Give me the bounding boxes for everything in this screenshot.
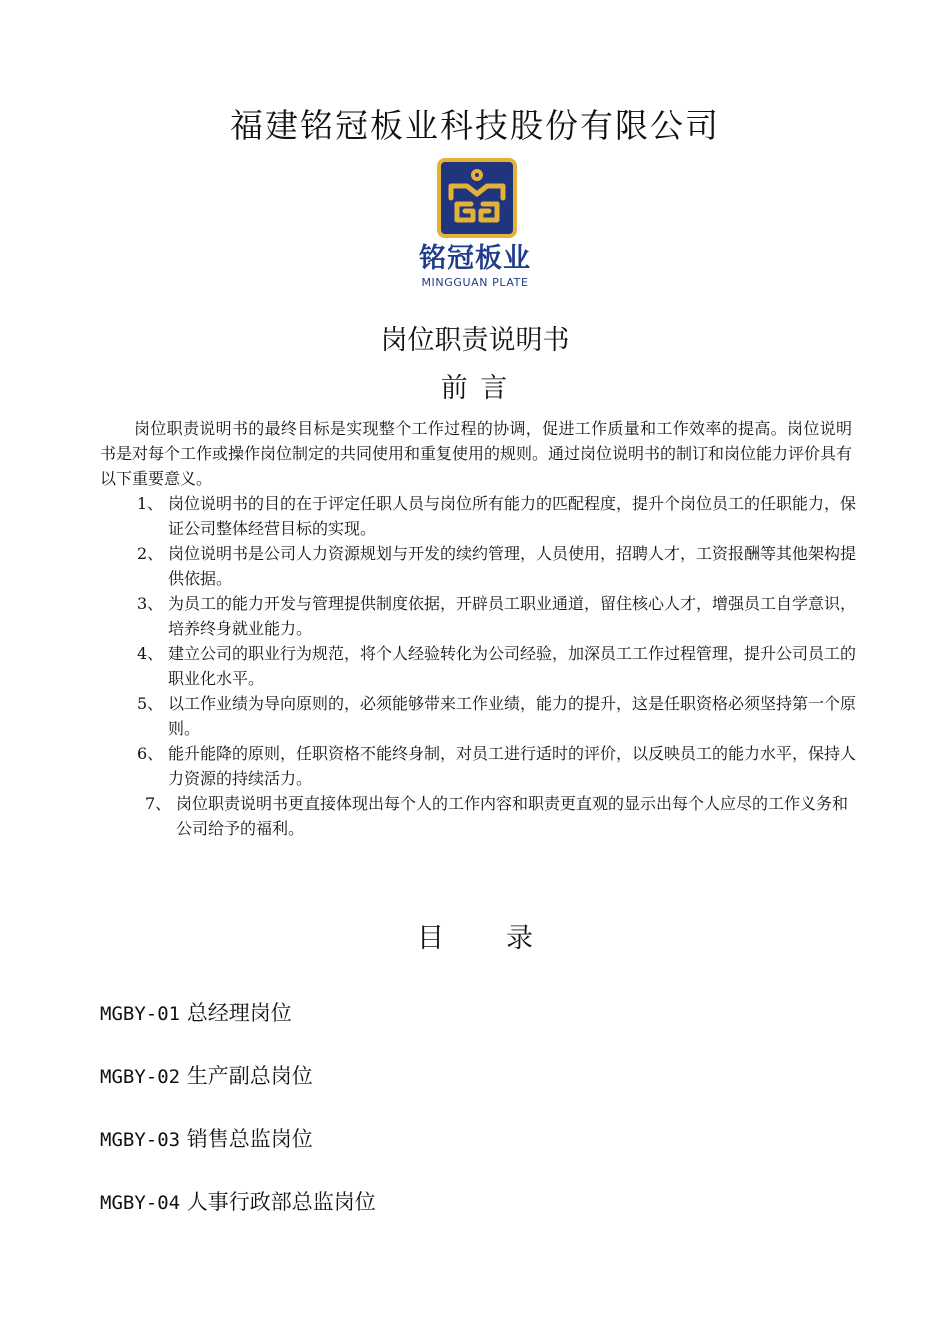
point-number: 5、 <box>137 694 164 713</box>
toc-entry-code: MGBY-03 <box>100 1129 181 1151</box>
toc-entry-name: 总经理岗位 <box>186 1001 292 1025</box>
toc-entry-name: 生产副总岗位 <box>186 1064 313 1088</box>
point-number: 2、 <box>137 544 164 563</box>
toc-entry-mgby-01[interactable] <box>100 997 376 1060</box>
point-text: 为员工的能力开发与管理提供制度依据，开辟员工职业通道，留住核心人才，增强员工自学意识，培养终身就业能力。 <box>168 594 857 638</box>
document-title: 岗位职责说明书 <box>380 325 570 356</box>
toc-entry-code: MGBY-04 <box>100 1192 181 1214</box>
point-text: 岗位说明书的目的在于评定任职人员与岗位所有能力的匹配程度，提升个岗位员工的任职能力，保证公司整体经营目标的实现。 <box>168 494 857 538</box>
point-number: 3、 <box>137 594 164 613</box>
point-number: 6、 <box>137 744 164 763</box>
toc-entry-mgby-02[interactable] <box>100 1060 376 1123</box>
preface-title: 前 言 <box>440 373 510 404</box>
toc-title <box>0 921 950 957</box>
point-number: 1、 <box>137 494 164 513</box>
toc-entry-code: MGBY-01 <box>100 1003 181 1025</box>
point-number: 7、 <box>145 794 172 813</box>
toc-list <box>100 997 376 1249</box>
toc-entry-mgby-03[interactable] <box>100 1123 376 1186</box>
preface-intro: 岗位职责说明书的最终目标是实现整个工作过程的协调，促进工作质量和工作效率的提高。岗位说明书是对每个工作或操作岗位制定的共同使用和重复使用的规则。通过岗位说明书的制订和岗位能力评价具有以下重要意义。 <box>100 419 853 488</box>
toc-title-right: 录 <box>506 923 533 954</box>
toc-entry-name: 销售总监岗位 <box>186 1127 313 1151</box>
point-text: 岗位说明书是公司人力资源规划与开发的续约管理，人员使用，招聘人才，工资报酬等其他架构提供依据。 <box>168 544 857 588</box>
list-item <box>137 491 862 541</box>
toc-title-left: 目 <box>417 923 444 954</box>
preface-points <box>137 491 862 841</box>
toc-entry-code: MGBY-02 <box>100 1066 181 1088</box>
point-text: 能升能降的原则，任职资格不能终身制，对员工进行适时的评价，以反映员工的能力水平，保持人力资源的持续活力。 <box>168 744 857 788</box>
list-item <box>137 591 862 641</box>
company-title: 福建铭冠板业科技股份有限公司 <box>230 106 720 145</box>
crown-emblem-icon <box>437 158 517 238</box>
company-logo <box>395 156 555 292</box>
list-item <box>137 541 862 591</box>
logo-chinese-name: 铭冠板业 <box>419 243 531 274</box>
list-item <box>137 641 862 691</box>
logo-english-name: MINGGUAN PLATE <box>421 276 529 289</box>
list-item <box>146 791 862 841</box>
toc-entry-name: 人事行政部总监岗位 <box>186 1190 376 1214</box>
point-number: 4、 <box>137 644 164 663</box>
point-text: 岗位职责说明书更直接体现出每个人的工作内容和职责更直观的显示出每个人应尽的工作义务和公司给予的福利。 <box>176 794 849 838</box>
list-item <box>137 741 862 791</box>
point-text: 以工作业绩为导向原则的，必须能够带来工作业绩，能力的提升，这是任职资格必须坚持第一个原则。 <box>168 694 857 738</box>
toc-entry-mgby-04[interactable] <box>100 1186 376 1249</box>
point-text: 建立公司的职业行为规范，将个人经验转化为公司经验，加深员工工作过程管理，提升公司员工的职业化水平。 <box>168 644 857 688</box>
list-item <box>137 691 862 741</box>
